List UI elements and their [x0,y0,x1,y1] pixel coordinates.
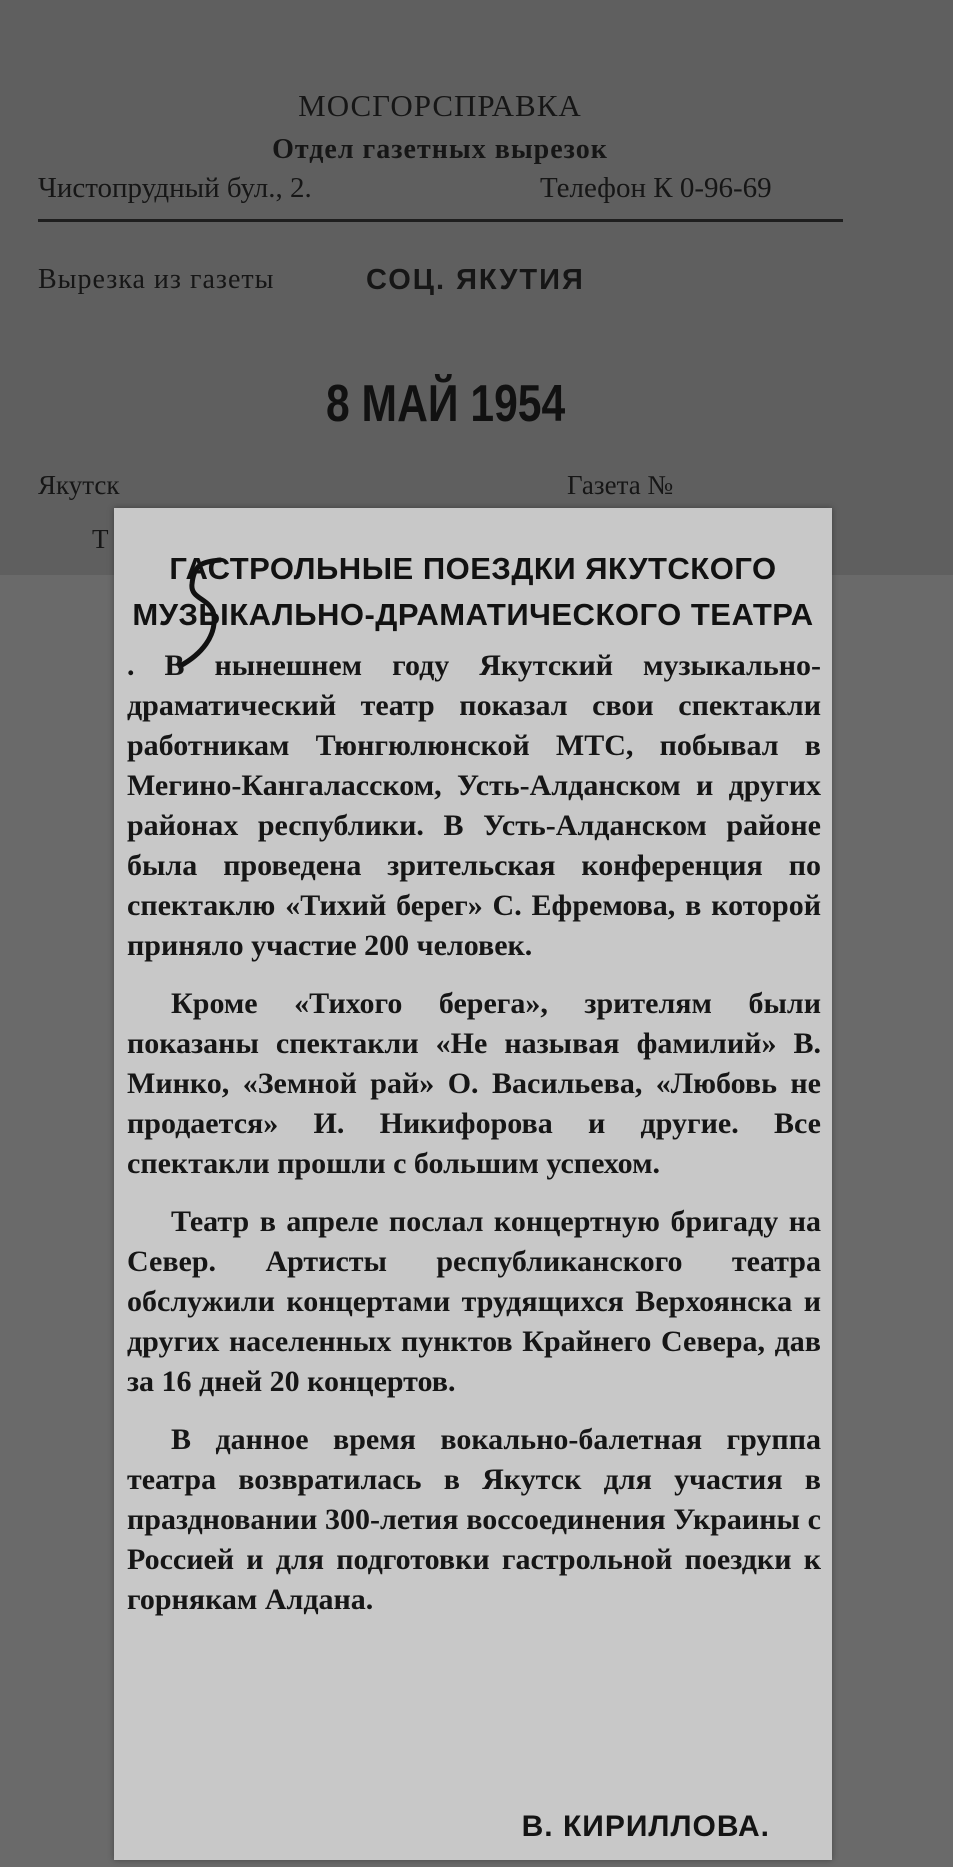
article-body [127,646,821,1638]
department-name: Отдел газетных вырезок [272,134,608,165]
agency-address: Чистопрудный бул., 2. [38,172,312,204]
gazeta-number-field: Газета № [567,470,674,500]
article-paragraph: . В нынешнем году Якутский музыкально-драматический театр показал свои спектакли работникам Тюнгюлюнской МТС, побывал в Мегино-Кангаласском, Усть-Алданском и других районах республики. В Усть-Алданском районе была проведена зрительская конференция по спектаклю «Тихий берег» С. Ефремова, в которой приняло участие 200 человек. [127,649,821,962]
headline-line-1: ГАСТРОЛЬНЫЕ ПОЕЗДКИ ЯКУТСКОГО [169,551,777,586]
author-signature: В. КИРИЛЛОВА. [521,1810,770,1843]
city-field: Якутск [38,470,120,500]
agency-name: МОСГОРСПРАВКА [298,88,582,123]
article-paragraph: Кроме «Тихого берега», зрителям были показаны спектакли «Не называя фамилий» В. Минко, «Земной рай» О. Васильева, «Любовь не продается» И. Никифорова и другие. Все спектакли прошли с большим успехом. [127,987,821,1180]
newspaper-clipping [114,508,832,1860]
obscured-field-fragment: Т [92,524,109,554]
clip-source-label: Вырезка из газеты [38,264,275,295]
article-paragraph: В данное время вокально-балетная группа театра возвратилась в Якутск для участия в праздновании 300-летия воссоединения Украины с Россией и для подготовки гастрольной поездки к горнякам Алдана. [127,1423,821,1616]
article-paragraph: Театр в апреле послал концертную бригаду на Север. Артисты республиканского театра обслужили концертами трудящихся Верхоянска и других населенных пунктов Крайнего Севера, дав за 16 дней 20 концертов. [127,1205,821,1398]
date-stamp: 8 МАЙ 1954 [326,375,566,433]
headline-line-2: МУЗЫКАЛЬНО-ДРАМАТИЧЕСКОГО ТЕАТРА [132,597,814,632]
newspaper-name: СОЦ. ЯКУТИЯ [366,264,585,296]
agency-phone: Телефон К 0-96-69 [540,172,772,204]
header-divider [38,219,843,222]
